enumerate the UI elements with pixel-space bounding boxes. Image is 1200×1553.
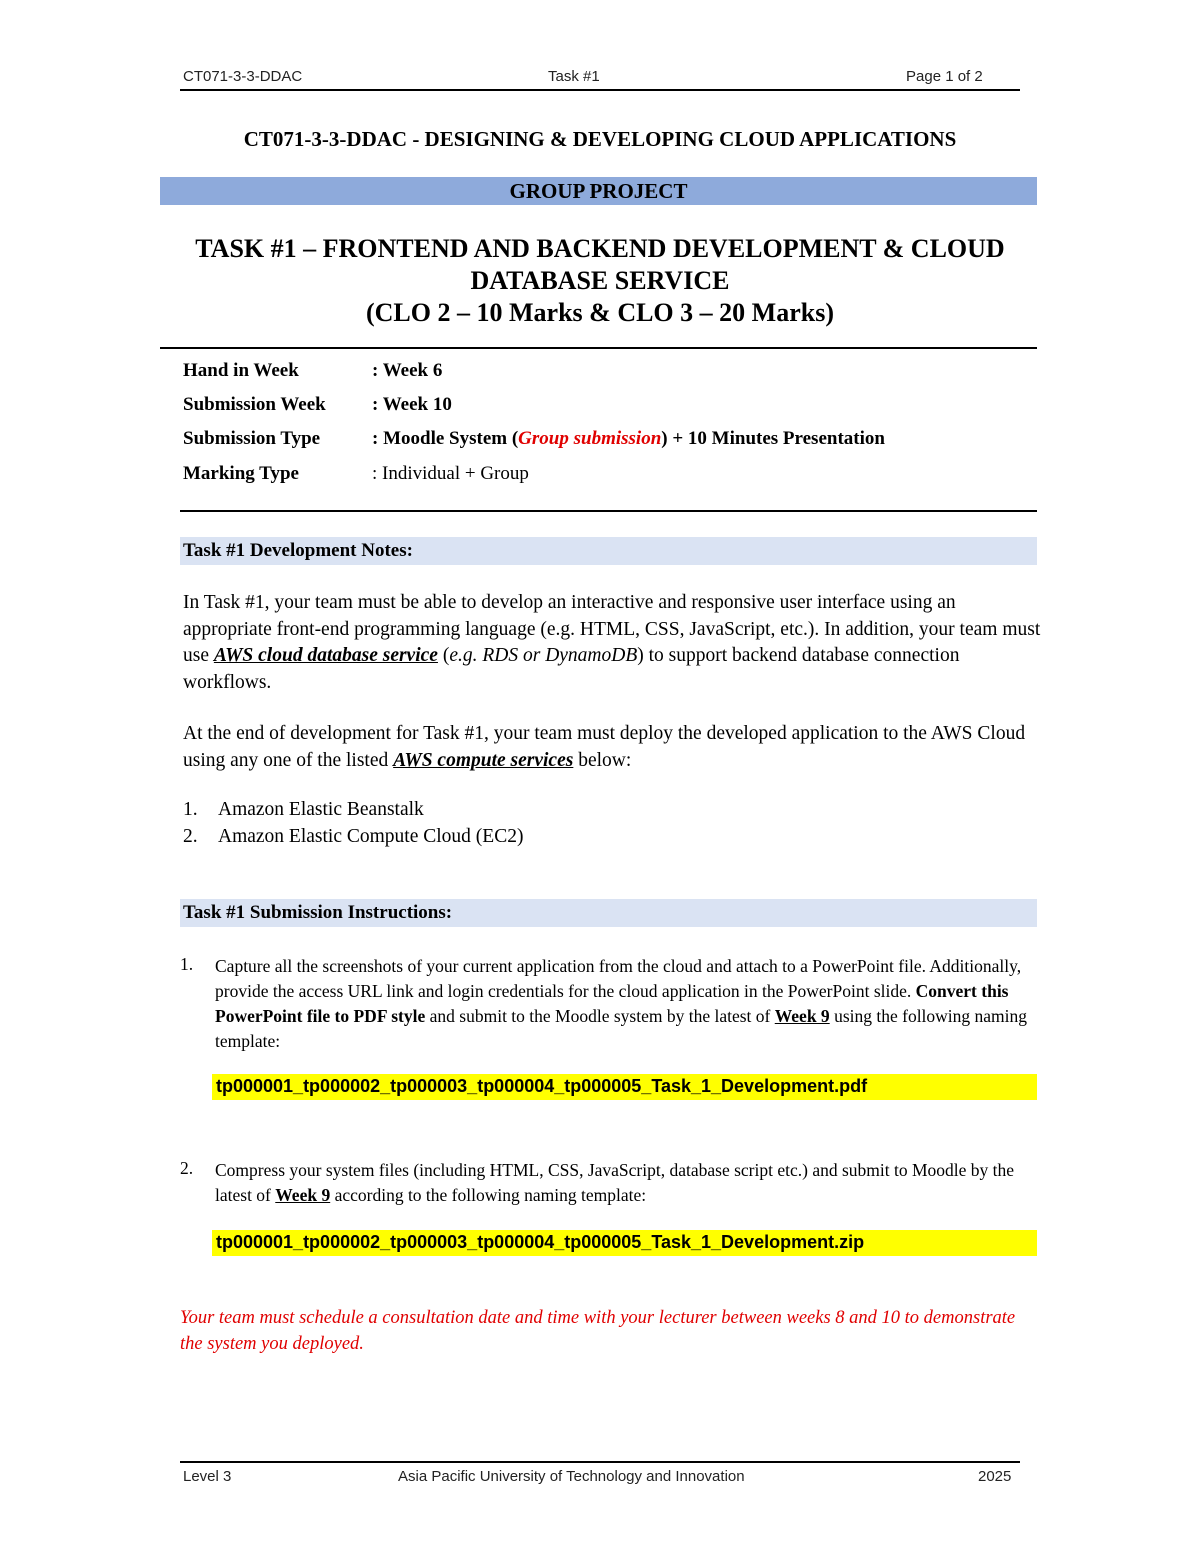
marking-type-value: : Individual + Group — [372, 463, 529, 484]
pdf-filename: tp000001_tp000002_tp000003_tp000004_tp000005_Task_1_Development.pdf — [216, 1076, 868, 1096]
dev-notes-p1-open: ( — [437, 645, 450, 666]
course-title: CT071-3-3-DDAC - DESIGNING & DEVELOPING CLOUD APPLICATIONS — [243, 127, 957, 151]
task-title — [0, 233, 1200, 329]
task-title-line-1: TASK #1 – FRONTEND AND BACKEND DEVELOPMENT & CLOUD — [195, 234, 1005, 263]
submission-item-2-text: Compress your system files (including HTML, CSS, JavaScript, database script etc.) and submit to Moodle by the latest of — [215, 1160, 1015, 1205]
header-course-code: CT071-3-3-DDAC — [183, 68, 303, 85]
submission-heading: Task #1 Submission Instructions: — [183, 902, 453, 923]
submission-item-1-end: using the following naming template: — [215, 1006, 1028, 1051]
hand-in-value: : Week 6 — [372, 360, 443, 381]
marking-type-label: Marking Type — [183, 463, 299, 484]
dev-notes-p2-text: At the end of development for Task #1, your team must deploy the developed application to the AWS Cloud using any one of the listed — [183, 723, 1026, 771]
submission-item-2-number: 2. — [180, 1158, 194, 1178]
submission-item-2-end: according to the following naming template: — [330, 1185, 647, 1205]
submission-type-pre: : Moodle System ( — [372, 428, 519, 449]
submission-item-1-mid: and submit to the Moodle system by the latest of — [425, 1006, 775, 1026]
list-item-number: 1. — [183, 799, 198, 820]
submission-type-value — [372, 428, 885, 450]
task-title-line-2: DATABASE SERVICE — [470, 266, 730, 295]
aws-database-service-text: AWS cloud database service — [213, 645, 438, 666]
dev-notes-heading: Task #1 Development Notes: — [183, 540, 413, 561]
list-item-number: 2. — [183, 826, 198, 847]
dev-notes-p1-example: e.g. RDS or DynamoDB — [449, 645, 638, 666]
zip-filename: tp000001_tp000002_tp000003_tp000004_tp000005_Task_1_Development.zip — [216, 1232, 865, 1252]
deadline-week-1: Week 9 — [774, 1006, 830, 1026]
task-title-line-3: (CLO 2 – 10 Marks & CLO 3 – 20 Marks) — [366, 298, 834, 327]
divider-top — [160, 347, 1037, 349]
list-item: Amazon Elastic Compute Cloud (EC2) — [218, 826, 524, 847]
convert-pdf-text: Convert this PowerPoint file to PDF style — [215, 981, 1009, 1026]
submission-type-label: Submission Type — [183, 428, 321, 449]
submission-item-1 — [215, 954, 1040, 1054]
hand-in-label: Hand in Week — [183, 360, 299, 381]
group-project-title: GROUP PROJECT — [509, 179, 688, 203]
consultation-note: Your team must schedule a consultation date and time with your lecturer between weeks 8 and 10 to demonstrate the system you deployed. — [180, 1308, 1016, 1354]
dev-notes-paragraph-1 — [183, 590, 1043, 696]
header-page-number: Page 1 of 2 — [906, 68, 983, 85]
deadline-week-2: Week 9 — [275, 1185, 331, 1205]
submission-week-value: : Week 10 — [372, 394, 452, 415]
submission-item-1-number: 1. — [180, 954, 194, 974]
footer-level: Level 3 — [183, 1468, 232, 1485]
submission-week-label: Submission Week — [183, 394, 326, 415]
submission-type-group: Group submission — [518, 428, 662, 449]
header-task: Task #1 — [548, 68, 600, 85]
submission-item-1-text: Capture all the screenshots of your current application from the cloud and attach to a PowerPoint file. Additionally, provide the access URL link and login credentials for the cloud application in the PowerPoint slide. — [215, 956, 1022, 1001]
divider-info — [180, 510, 1037, 512]
list-item: Amazon Elastic Beanstalk — [218, 799, 424, 820]
dev-notes-p1-close: ) to support backend database connection workflows. — [183, 645, 960, 693]
dev-notes-paragraph-2 — [183, 721, 1043, 774]
footer-university: Asia Pacific University of Technology and Innovation — [398, 1468, 745, 1485]
footer-rule — [180, 1461, 1020, 1463]
dev-notes-p1-text: In Task #1, your team must be able to develop an interactive and responsive user interface using an appropriate front-end programming language (e.g. HTML, CSS, JavaScript, etc.). In addition, your team must use — [183, 592, 1041, 666]
submission-type-post: ) + 10 Minutes Presentation — [661, 428, 885, 449]
aws-compute-services-text: AWS compute services — [393, 749, 574, 771]
submission-item-2 — [215, 1158, 1040, 1208]
dev-notes-p2-end: below: — [573, 749, 632, 771]
header-rule — [180, 89, 1020, 91]
footer-year: 2025 — [978, 1468, 1012, 1485]
